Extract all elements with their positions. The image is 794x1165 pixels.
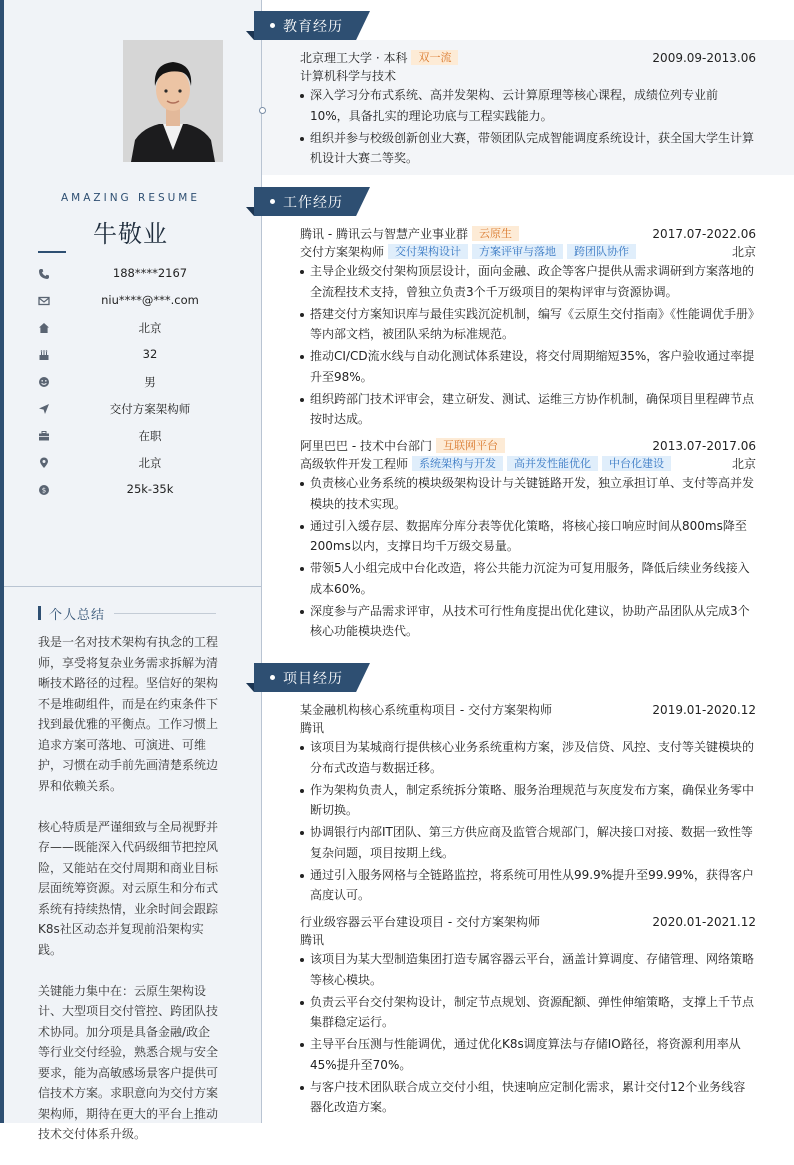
- bullet-item: 组织跨部门技术评审会，建立研发、测试、运维三方协作机制，确保项目里程碑节点按时达成。: [300, 389, 756, 430]
- work-entry: [300, 437, 756, 643]
- summary-heading: [38, 604, 238, 622]
- project-org: 腾讯: [300, 721, 325, 735]
- bullet-item: 主导平台压测与性能调优，通过优化K8s调度算法与存储IO路径，将资源利用率从45%提升至70%。: [300, 1034, 756, 1075]
- info-salary: [38, 482, 238, 500]
- work-bullets: [300, 473, 756, 642]
- project-title-line: 行业级容器云平台建设项目 - 交付方案架构师: [300, 915, 540, 929]
- bullet-item: 负责核心业务系统的模块级架构设计与关键链路开发，独立承担订单、支付等高并发模块的技术实现。: [300, 473, 756, 514]
- project-bullets: [300, 737, 756, 906]
- bullet-item: 通过引入服务网格与全链路监控，将系统可用性从99.9%提升至99.99%，获得客户高度认可。: [300, 865, 756, 906]
- bullet-item: 与客户技术团队联合成立交付小组，快速响应定制化需求，累计交付12个业务线容器化改造方案。: [300, 1077, 756, 1118]
- phone-icon: [38, 268, 50, 280]
- sidebar-edge-stripe: [0, 0, 4, 1123]
- skill-tag: 系统架构与开发: [412, 456, 503, 471]
- project-entry: [300, 913, 756, 1119]
- company-line: 阿里巴巴 - 技术中台部门: [300, 439, 432, 453]
- project-date: 2020.01-2021.12: [652, 915, 756, 929]
- bullet-item: 协调银行内部IT团队、第三方供应商及监管合规部门，解决接口对接、数据一致性等复杂问题，项目按期上线。: [300, 822, 756, 863]
- bullet-item: 推动CI/CD流水线与自动化测试体系建设，将交付周期缩短35%，客户验收通过率提升至98%。: [300, 346, 756, 387]
- ribbon-dot: [270, 675, 275, 680]
- major: 计算机科学与技术: [300, 69, 397, 83]
- position-value: 交付方案架构师: [109, 402, 191, 416]
- education-section-header: [254, 11, 372, 40]
- summary-title: 个人总结: [49, 608, 106, 623]
- role: 高级软件开发工程师: [300, 457, 409, 471]
- info-location: [38, 455, 238, 473]
- company-line: 腾讯 - 腾讯云与智慧产业事业群: [300, 227, 468, 241]
- education-entry: [300, 49, 756, 170]
- bullet-item: 组织并参与校级创新创业大赛，带领团队完成智能调度系统设计，获全国大学生计算机设计大赛二等奖。: [300, 128, 756, 169]
- name-underline: [38, 251, 66, 253]
- summary-text: [38, 632, 222, 1165]
- home-icon: [38, 322, 50, 334]
- sidebar-divider: [4, 586, 261, 587]
- home-value: 北京: [138, 321, 162, 335]
- company-tag: 互联网平台: [436, 438, 505, 453]
- location-pin-icon: [38, 457, 50, 469]
- project-org: 腾讯: [300, 933, 325, 947]
- work-bullets: [300, 261, 756, 430]
- bullet-item: 主导企业级交付架构顶层设计，面向金融、政企等客户提供从需求调研到方案落地的全流程技术支持，曾独立负责3个千万级项目的架构评审与资源协调。: [300, 261, 756, 302]
- gender-value: 男: [144, 375, 156, 389]
- work-city: 北京: [731, 245, 756, 259]
- summary-paragraph: 我是一名对技术架构有执念的工程师，享受将复杂业务需求拆解为清晰技术路径的过程。坚信好的架构不是堆砌组件，而是在约束条件下找到最优雅的平衡点。工作习惯上追求方案可落地、可演进、可维护，习惯在动手前先画清楚系统边界和依赖关系。: [38, 635, 219, 793]
- phone-value: 188****2167: [112, 266, 188, 280]
- skill-tag: 跨团队协作: [567, 244, 636, 259]
- profile-photo: [123, 40, 223, 162]
- bullet-item: 作为架构负责人，制定系统拆分策略、服务治理规范与灰度发布方案，确保业务零中断切换。: [300, 780, 756, 821]
- smiley-icon: [38, 376, 50, 388]
- info-status: [38, 428, 238, 446]
- ribbon-dot: [270, 23, 275, 28]
- school-line: 北京理工大学 · 本科: [300, 51, 408, 65]
- bullet-item: 深度参与产品需求评审，从技术可行性角度提出优化建议，协助产品团队从完成3个核心功能模块迭代。: [300, 601, 756, 642]
- info-home: [38, 320, 238, 338]
- bullet-item: 该项目为某大型制造集团打造专属容器云平台，涵盖计算调度、存储管理、网络策略等核心模块。: [300, 949, 756, 990]
- info-email: [38, 293, 238, 311]
- role: 交付方案架构师: [300, 245, 385, 259]
- paper-plane-icon: [38, 403, 50, 415]
- project-title-line: 某金融机构核心系统重构项目 - 交付方案架构师: [300, 703, 552, 717]
- status-value: 在职: [138, 429, 162, 443]
- info-age: [38, 347, 238, 365]
- info-gender: [38, 374, 238, 392]
- work-city: 北京: [731, 457, 756, 471]
- work-date: 2017.07-2022.06: [652, 227, 756, 241]
- skill-tag: 方案评审与落地: [472, 244, 563, 259]
- school-tag: 双一流: [411, 50, 458, 65]
- work-entry: [300, 225, 756, 431]
- skill-tag: 高并发性能优化: [507, 456, 598, 471]
- skill-tag: 交付架构设计: [388, 244, 468, 259]
- work-section-header: [254, 187, 372, 216]
- sidebar: [0, 0, 262, 1141]
- work-title: 工作经历: [283, 195, 343, 211]
- info-phone: [38, 266, 238, 284]
- resume-tagline: AMAZING RESUME: [60, 192, 201, 204]
- timeline-ring: [259, 107, 266, 114]
- briefcase-icon: [38, 430, 50, 442]
- summary-heading-bar: [38, 606, 41, 620]
- email-icon: [38, 295, 50, 307]
- cake-icon: [38, 349, 50, 361]
- age-value: 32: [142, 347, 158, 361]
- location-value: 北京: [138, 456, 162, 470]
- project-section-header: [254, 663, 372, 692]
- email-value: niu****@***.com: [101, 293, 199, 307]
- summary-paragraph: 关键能力集中在：云原生架构设计、大型项目交付管控、跨团队技术协同。加分项是具备金融/政企等行业交付经验，熟悉合规与安全要求，能为高敏感场景客户提供可信技术方案。求职意向为交付方案架构师，期待在更大的平台上推动技术交付体系升级。: [38, 983, 219, 1141]
- summary-heading-rule: [114, 613, 216, 614]
- education-bullets: [300, 85, 756, 169]
- company-tag: 云原生: [472, 226, 519, 241]
- project-title: 项目经历: [283, 671, 343, 687]
- coin-icon: [38, 484, 50, 496]
- svg-text:$: $: [41, 486, 47, 495]
- bullet-item: 带领5人小组完成中台化改造，将公共能力沉淀为可复用服务，降低后续业务线接入成本60%。: [300, 558, 756, 599]
- bullet-item: 负责云平台交付架构设计，制定节点规划、资源配额、弹性伸缩策略，支撑上千节点集群稳定运行。: [300, 992, 756, 1033]
- summary-paragraph: 核心特质是严谨细致与全局视野并存——既能深入代码级细节把控风险，又能站在交付周期和商业目标层面统筹资源。对云原生和分布式系统有持续热情，业余时间会跟踪K8s社区动态并复现前沿架构实践。: [38, 819, 219, 957]
- ribbon-dot: [270, 199, 275, 204]
- work-date: 2013.07-2017.06: [652, 439, 756, 453]
- info-position: [38, 401, 238, 419]
- candidate-name: 牛敬业: [93, 220, 168, 248]
- skill-tag: 中台化建设: [602, 456, 671, 471]
- education-date: 2009.09-2013.06: [652, 51, 756, 65]
- bullet-item: 通过引入缓存层、数据库分库分表等优化策略，将核心接口响应时间从800ms降至200ms以内，支撑日均千万级交易量。: [300, 516, 756, 557]
- bullet-item: 深入学习分布式系统、高并发架构、云计算原理等核心课程，成绩位列专业前10%，具备扎实的理论功底与工程实践能力。: [300, 85, 756, 126]
- portrait-image: [123, 40, 223, 162]
- salary-value: 25k-35k: [126, 482, 174, 496]
- bullet-item: 搭建交付方案知识库与最佳实践沉淀机制，编写《云原生交付指南》《性能调优手册》等内部文档，被团队采纳为标准规范。: [300, 304, 756, 345]
- project-bullets: [300, 949, 756, 1118]
- bullet-item: 该项目为某城商行提供核心业务系统重构方案，涉及信贷、风控、支付等关键模块的分布式改造与数据迁移。: [300, 737, 756, 778]
- education-title: 教育经历: [283, 19, 343, 35]
- project-date: 2019.01-2020.12: [652, 703, 756, 717]
- project-entry: [300, 701, 756, 907]
